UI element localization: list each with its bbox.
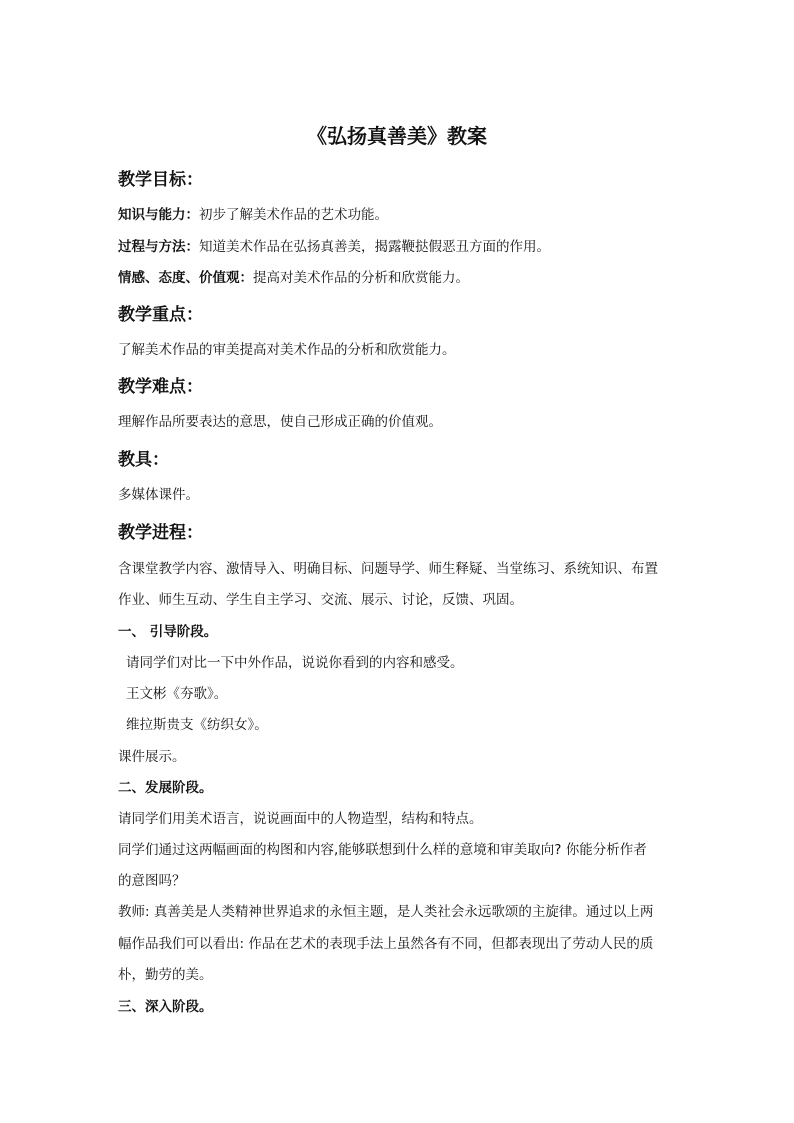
stage1-line: 王文彬《夯歌》。 (126, 686, 228, 702)
objective-item-emotion (118, 268, 688, 288)
objective-label: 过程与方法： (118, 239, 199, 255)
objective-label: 知识与能力： (118, 207, 199, 223)
key-points-heading: 教学重点： (118, 305, 203, 325)
document-title: 《弘扬真善美》教案 (307, 124, 487, 148)
stage1-after: 课件展示。 (118, 749, 186, 765)
key-points-text: 了解美术作品的审美提高对美术作品的分析和欣赏能力。 (118, 342, 456, 358)
tools-heading: 教具： (118, 450, 169, 470)
objective-text: 提高对美术作品的分析和欣赏能力。 (253, 270, 469, 286)
stage2-line: 幅作品我们可以看出: 作品在艺术的表现手法上虽然各有不同，但都表现出了劳动人民的质 (118, 936, 654, 952)
stage3-heading: 三、深入阶段。 (118, 999, 213, 1015)
process-intro-line: 作业、师生互动、学生自主学习、交流、展示、讨论，反馈、巩固。 (118, 592, 523, 608)
difficulties-heading: 教学难点： (118, 377, 203, 397)
objective-item-knowledge (118, 205, 688, 225)
objective-text: 初步了解美术作品的艺术功能。 (199, 207, 388, 223)
objectives-heading: 教学目标： (118, 170, 203, 190)
objective-label: 情感、态度、价值观： (118, 270, 253, 286)
objective-text: 知道美术作品在弘扬真善美，揭露鞭挞假恶丑方面的作用。 (199, 239, 550, 255)
tools-text: 多媒体课件。 (118, 487, 199, 503)
process-intro-line: 含课堂教学内容、激情导入、明确目标、问题导学、师生释疑、当堂练习、系统知识、布置 (118, 561, 658, 577)
stage2-line: 同学们通过这两幅画面的构图和内容,能够联想到什么样的意境和审美取向? 你能分析作者 (118, 842, 647, 858)
stage2-line: 朴，勤劳的美。 (118, 967, 213, 983)
objective-item-process (118, 237, 688, 257)
process-heading: 教学进程： (118, 523, 203, 543)
stage2-line: 请同学们用美术语言，说说画面中的人物造型，结构和特点。 (118, 811, 483, 827)
stage1-line: 维拉斯贵支《纺织女》。 (126, 717, 268, 733)
stage1-heading: 一、 引导阶段。 (118, 624, 218, 640)
stage1-line: 请同学们对比一下中外作品，说说你看到的内容和感受。 (126, 655, 464, 671)
stage2-line: 教师: 真善美是人类精神世界追求的永恒主题，是人类社会永远歌颂的主旋律。通过以上两 (118, 904, 654, 920)
stage2-heading: 二、发展阶段。 (118, 780, 213, 796)
difficulties-text: 理解作品所要表达的意思，使自己形成正确的价值观。 (118, 414, 442, 430)
stage2-line: 的意图吗？ (118, 873, 186, 889)
